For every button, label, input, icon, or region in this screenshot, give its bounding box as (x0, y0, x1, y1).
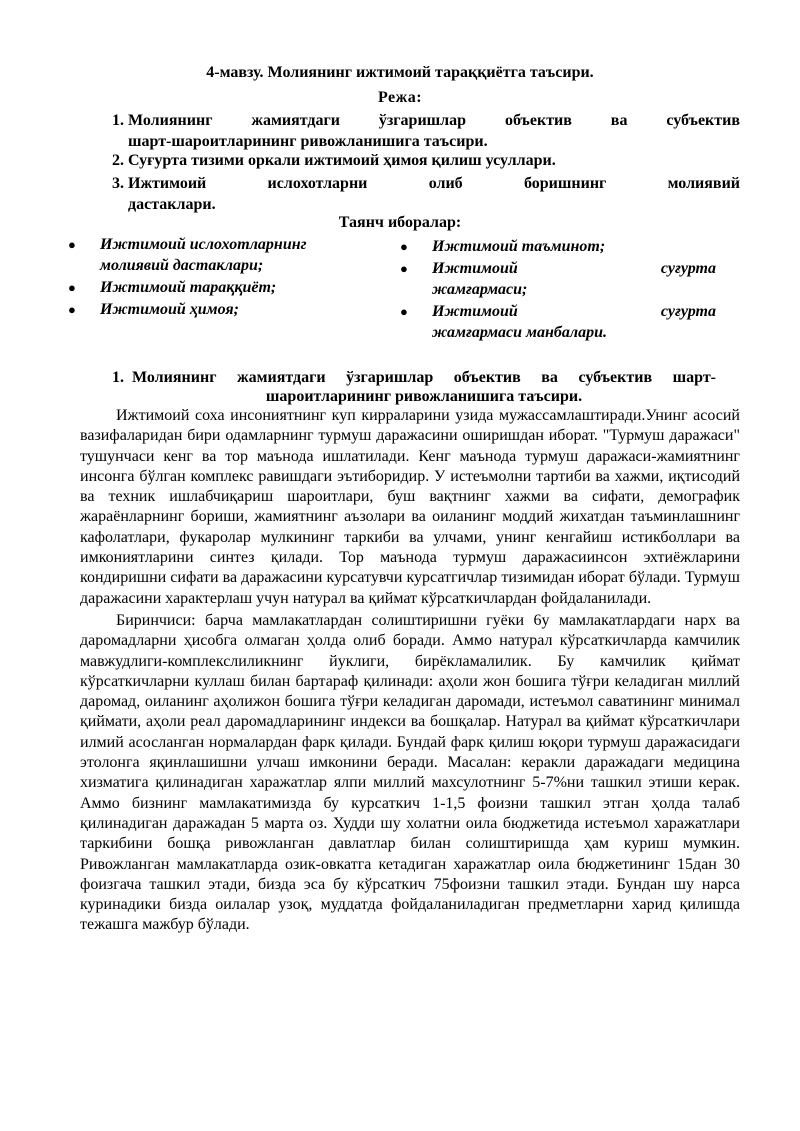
plan-item-text: Суғурта тизими оркали ижтимоий ҳимоя қилиш усуллари. (128, 152, 556, 169)
plan-item-number: 1. (112, 112, 124, 129)
keyword-text: Ижтимоий суғурта (432, 260, 716, 277)
paragraph: Ижтимоий соха инсониятнинг куп кирраларини узида мужассамлаштиради.Унинг асосий вазифаларидан бири одамларнинг турмуш даражасини оширишдан иборат. "Турмуш даражаси" тушунчаси кенг ва тор маънода ишлатилади. Кенг маънода турмуш даражаси-жамиятнинг инсонга бўлган комплекс равишдаги эътиборидир. У истеъмолни тартиби ва хажми, иқтисодий ва техник ишлабчиқариш шароитлари, буш вақтнинг хажми ва сифати, демографик жараёнларнинг бориши, жамиятнинг аъзолари ва оиланинг моддий жихатдан таъминлашнинг кафолатлари, фукаролар мулкининг таркиби ва улчами, унинг кенгайиш истикболлари ва имкониятларини синтез қилади. Тор маънода турмуш даражасиинсон эхтиёжларини кондиришни сифати ва даражасини курсатувчи курсатгичлар тизимидан иборат бўлади. Турмуш даражасини характерлаш учун натурал ва қиймат кўрсаткичлардан фойдаланилади. (80, 407, 740, 607)
plan-item-2 (112, 150, 740, 171)
keyword-text: Ижтимоий тараққиёт; (100, 279, 277, 296)
plan-item-number: 2. (112, 152, 124, 169)
page-title: 4-мавзу. Молиянинг ижтимоий тараққиётга таъсири. (206, 64, 594, 81)
keyword-item (400, 236, 716, 257)
keyword-item (68, 234, 378, 276)
section-heading (112, 368, 716, 406)
bullet-icon: ● (400, 239, 408, 254)
bullet-icon: ● (68, 237, 76, 252)
section-heading-text: Молиянинг жамиятдаги ўзгаришлар объектив ва субъектив шарт- (132, 369, 716, 386)
keyword-item (68, 277, 378, 298)
keyword-item (400, 258, 716, 300)
plan-item-1 (112, 110, 740, 152)
plan-item-text: Ижтимоий ислохотларни олиб боришнинг молиявий (128, 175, 740, 192)
bullet-icon: ● (400, 304, 408, 319)
paragraph: Биринчиси: барча мамлакатлардан солиштиришни гуёки 6у мамлакатлардаги нарх ва даромадларни ҳисобга олмаган ҳолда олиб боради. Аммо натурал кўрсаткичларда камчилик мавжудлиги-комплекслиликнинг йуклиги, бирёкламалилик. Бу камчилик қиймат кўрсаткичларни куллаш билан бартараф қилинади: аҳоли жон бошига тўғри келадиган миллий даромад, оиланинг аҳолижон бошига тўғри келадиган даромади, истеъмол саватининг минимал қиймати, аҳоли реал даромадларининг индекси ва бошқалар. Натурал ва қиймат кўрсаткичлари илмий асосланган нормалардан фарк қилади. Бундай фарк қилиш юқори турмуш даражасидаги этолонга яқинлашишни улчаш имконини беради. Масалан: керакли даражадаги медицина хизматига қилинадиган харажатлар ялпи миллий махсулотнинг 5-7%ни ташкил этиши керак. Аммо бизнинг мамлакатимизда бу курсаткич 1-1,5 фоизни ташкил этган ҳолда талаб қилинадиган даражадан 5 марта оз. Худди шу холатни оила бюджетида истеъмол харажатлари таркибини бошқа ривожланган давлатлар билан солиштиришда ҳам куриш мумкин. Ривожланган мамлакатларда озик-овкатга кетадиган харажатлар оила бюджетининг 15дан 30 фоизгача ташкил этади, бизда эса бу кўрсаткич 75фоизни ташкил этади. Бундан шу нарса куринадики бизда оилалар узоқ, муддатда фойдаланиладиган предметларни харид қилишда тежашга мажбур бўлади. (80, 611, 740, 934)
plan-item-text: Молиянинг жамиятдаги ўзгаришлар объектив ва субъектив (128, 112, 740, 129)
section-number: 1. (112, 369, 124, 386)
bullet-icon: ● (68, 302, 76, 317)
keyword-item (400, 301, 716, 343)
plan-item-text-cont: дастаклари. (128, 196, 216, 213)
keyword-text: Ижтимоий ислохотларнинг молиявий дастаклари; (100, 236, 307, 274)
plan-item-number: 3. (112, 175, 124, 192)
keyword-text-cont: жамғармаси манбалари. (432, 324, 607, 341)
keywords-left-list (68, 234, 378, 321)
plan-item-text-cont: шарт-шароитларининг ривожланишига таъсири. (128, 133, 488, 150)
body-text (80, 406, 740, 936)
bullet-icon: ● (68, 280, 76, 295)
keyword-item (68, 299, 378, 320)
plan-item-3 (112, 173, 740, 215)
keywords-heading: Таянч иборалар: (338, 214, 462, 231)
keyword-text: Ижтимоий суғурта (432, 303, 716, 320)
keyword-text-cont: жамғармаси; (432, 281, 528, 298)
keywords-right-list (400, 236, 716, 344)
bullet-icon: ● (400, 261, 408, 276)
plan-heading: Режа: (377, 89, 423, 106)
section-heading-text-cont: шароитларининг ривожланишига таъсири. (265, 388, 583, 405)
keyword-text: Ижтимоий ҳимоя; (100, 301, 239, 318)
keyword-text: Ижтимоий таъминот; (432, 238, 606, 255)
